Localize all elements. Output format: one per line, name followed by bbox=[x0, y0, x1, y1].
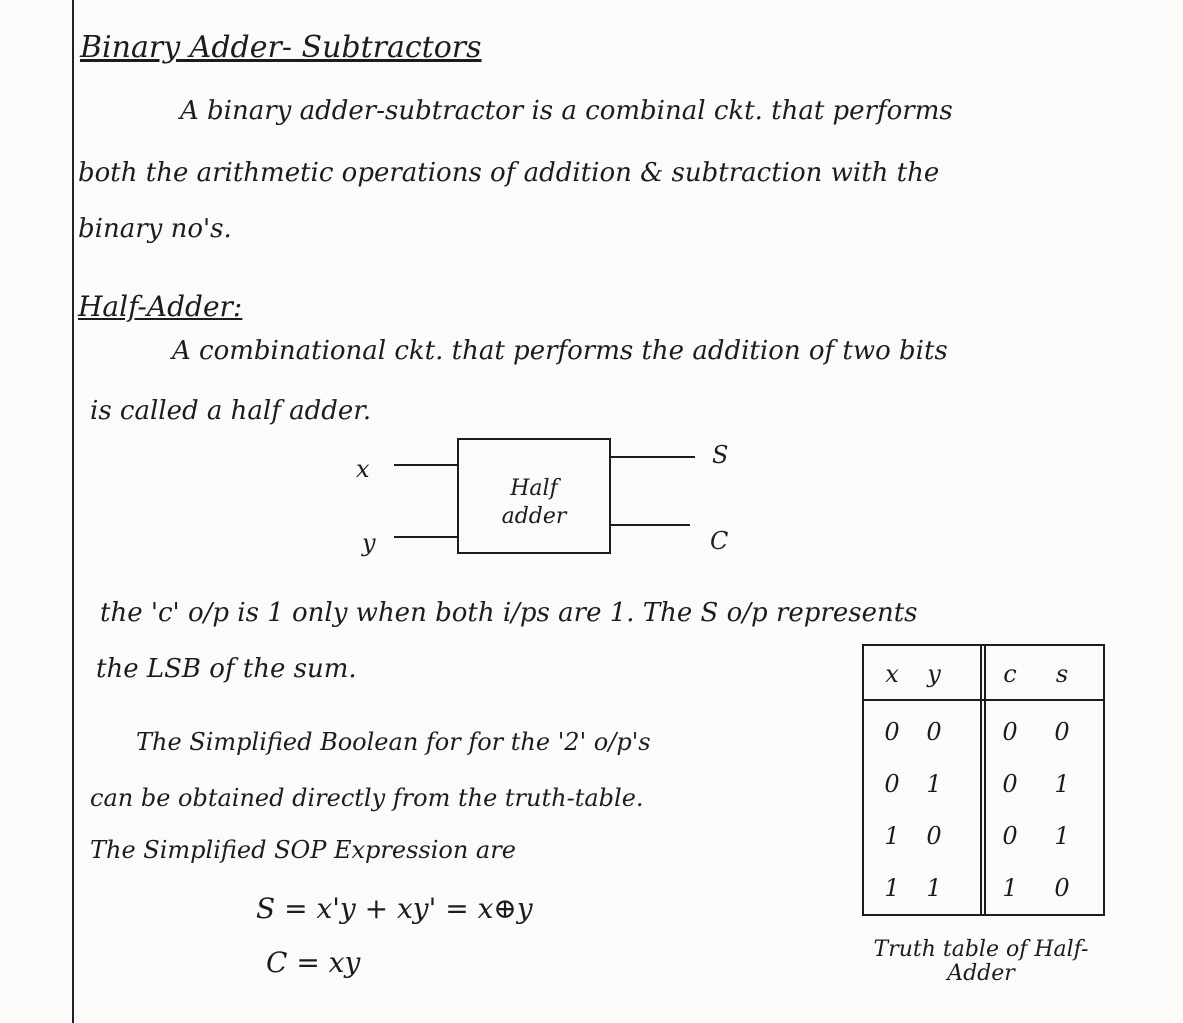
intro-line-1: A binary adder-subtractor is a combinal ckt. that performs bbox=[180, 96, 953, 126]
cell-r1-x: 0 bbox=[884, 718, 900, 746]
caption-line-1: Truth table of Half- bbox=[873, 937, 1089, 962]
output-c-label: C bbox=[710, 527, 729, 555]
boolean-text-line-3: The Simplified SOP Expression are bbox=[90, 836, 516, 864]
intro-line-2: both the arithmetic operations of addition & subtraction with the bbox=[78, 158, 940, 188]
header-c: c bbox=[1003, 660, 1017, 688]
header-y: y bbox=[927, 660, 941, 688]
cell-r2-c: 0 bbox=[1002, 770, 1018, 798]
cell-r3-s: 1 bbox=[1054, 822, 1070, 850]
boolean-text-line-2: can be obtained directly from the truth-table. bbox=[90, 784, 644, 812]
cell-r3-c: 0 bbox=[1002, 822, 1018, 850]
cell-r2-s: 1 bbox=[1054, 770, 1070, 798]
half-adder-heading: Half-Adder: bbox=[78, 290, 243, 323]
block-label-line-2: adder bbox=[501, 504, 567, 529]
explanation-line-2: the LSB of the sum. bbox=[96, 654, 357, 684]
cell-r1-c: 0 bbox=[1002, 718, 1018, 746]
truth-table-caption bbox=[846, 938, 1116, 986]
cell-r2-x: 0 bbox=[884, 770, 900, 798]
cell-r2-y: 1 bbox=[926, 770, 942, 798]
page-title: Binary Adder- Subtractors bbox=[80, 30, 482, 65]
cell-r4-c: 1 bbox=[1002, 874, 1018, 902]
truth-table bbox=[862, 644, 1112, 919]
intro-line-3: binary no's. bbox=[78, 214, 232, 244]
block-label-line-1: Half bbox=[510, 476, 558, 501]
half-adder-block-diagram bbox=[330, 425, 750, 575]
cell-r4-y: 1 bbox=[926, 874, 942, 902]
header-x: x bbox=[885, 660, 899, 688]
header-s: s bbox=[1055, 660, 1069, 688]
formula-carry: C = xy bbox=[266, 946, 361, 979]
cell-r1-y: 0 bbox=[926, 718, 942, 746]
definition-line-2: is called a half adder. bbox=[90, 396, 372, 426]
boolean-text-line-1: The Simplified Boolean for for the '2' o/p's bbox=[136, 728, 651, 756]
output-s-label: S bbox=[712, 441, 729, 469]
explanation-line-1: the 'c' o/p is 1 only when both i/ps are 1. The S o/p represents bbox=[100, 598, 918, 628]
caption-line-2: Adder bbox=[947, 961, 1015, 986]
formula-sum: S = x'y + xy' = x⊕y bbox=[256, 892, 533, 925]
cell-r3-x: 1 bbox=[884, 822, 900, 850]
input-x-label: x bbox=[356, 455, 370, 483]
page-margin-line bbox=[72, 0, 74, 1023]
input-y-label: y bbox=[362, 529, 376, 557]
cell-r4-x: 1 bbox=[884, 874, 900, 902]
cell-r1-s: 0 bbox=[1054, 718, 1070, 746]
cell-r4-s: 0 bbox=[1054, 874, 1070, 902]
definition-line-1: A combinational ckt. that performs the addition of two bits bbox=[172, 336, 948, 366]
cell-r3-y: 0 bbox=[926, 822, 942, 850]
